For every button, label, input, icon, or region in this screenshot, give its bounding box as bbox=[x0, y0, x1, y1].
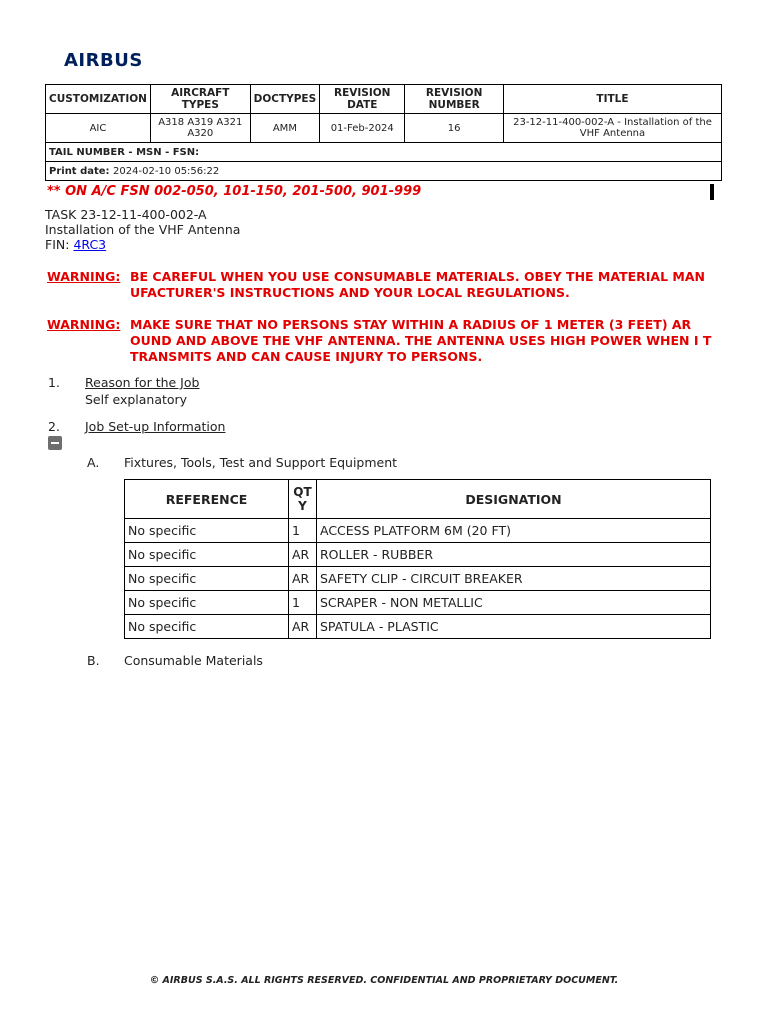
cell-reference: No specific bbox=[125, 591, 289, 615]
cell-reference: No specific bbox=[125, 519, 289, 543]
cell-designation: SPATULA - PLASTIC bbox=[317, 615, 711, 639]
value-customization: AIC bbox=[46, 114, 151, 143]
table-row bbox=[125, 615, 711, 639]
task-number: TASK 23-12-11-400-002-A bbox=[45, 207, 207, 222]
value-aircraft-types: A318 A319 A321 A320 bbox=[150, 114, 250, 143]
print-date-label: Print date: bbox=[49, 165, 110, 177]
equipment-table bbox=[124, 479, 711, 639]
print-date-value: 2024-02-10 05:56:22 bbox=[113, 165, 220, 177]
collapse-toggle-icon[interactable] bbox=[48, 436, 62, 450]
section-letter: A. bbox=[87, 455, 100, 470]
header-doctypes: DOCTYPES bbox=[250, 85, 320, 114]
section-letter: B. bbox=[87, 653, 100, 668]
cell-designation: ROLLER - RUBBER bbox=[317, 543, 711, 567]
warning-label: WARNING: bbox=[47, 269, 121, 284]
print-date-row bbox=[46, 162, 722, 181]
tail-number-row: TAIL NUMBER - MSN - FSN: bbox=[46, 143, 722, 162]
document-header-table bbox=[45, 84, 722, 181]
copyright-footer: © AIRBUS S.A.S. ALL RIGHTS RESERVED. CONFIDENTIAL AND PROPRIETARY DOCUMENT. bbox=[149, 975, 619, 986]
warning-radiation bbox=[47, 317, 717, 365]
section-title: Fixtures, Tools, Test and Support Equipment bbox=[124, 455, 398, 470]
value-revision-number: 16 bbox=[405, 114, 504, 143]
applicability-note: ** ON A/C FSN 002-050, 101-150, 201-500, 901-999 bbox=[47, 184, 422, 199]
step-title: Job Set-up Information bbox=[85, 419, 226, 434]
cell-qty: AR bbox=[289, 543, 317, 567]
task-block bbox=[45, 207, 240, 252]
cell-qty: 1 bbox=[289, 519, 317, 543]
fin-line bbox=[45, 237, 240, 252]
fin-link[interactable]: 4RC3 bbox=[73, 237, 107, 252]
cell-designation: SCRAPER - NON METALLIC bbox=[317, 591, 711, 615]
cell-qty: AR bbox=[289, 567, 317, 591]
warning-text: BE CAREFUL WHEN YOU USE CONSUMABLE MATERIALS. OBEY THE MATERIAL MAN UFACTURER'S INSTRUCTIONS AND YOUR LOCAL REGULATIONS. bbox=[130, 269, 705, 300]
warning-consumables bbox=[47, 269, 717, 301]
col-designation: DESIGNATION bbox=[317, 480, 711, 519]
header-aircraft-types: AIRCRAFT TYPES bbox=[150, 85, 250, 114]
value-doctypes: AMM bbox=[250, 114, 320, 143]
cell-designation: SAFETY CLIP - CIRCUIT BREAKER bbox=[317, 567, 711, 591]
revision-bar bbox=[710, 184, 714, 200]
header-title: TITLE bbox=[503, 85, 721, 114]
table-row bbox=[125, 567, 711, 591]
cell-qty: 1 bbox=[289, 591, 317, 615]
cell-reference: No specific bbox=[125, 543, 289, 567]
step-title: Reason for the Job bbox=[85, 375, 200, 390]
step-number: 2. bbox=[48, 419, 60, 434]
cell-reference: No specific bbox=[125, 615, 289, 639]
cell-designation: ACCESS PLATFORM 6M (20 FT) bbox=[317, 519, 711, 543]
warning-text: MAKE SURE THAT NO PERSONS STAY WITHIN A RADIUS OF 1 METER (3 FEET) AR OUND AND ABOVE THE VHF ANTENNA. THE ANTENNA USES HIGH POWER WHEN I T TRANSMITS AND CAN CAUSE INJURY TO PERSONS. bbox=[130, 317, 712, 364]
task-title: Installation of the VHF Antenna bbox=[45, 222, 241, 237]
cell-reference: No specific bbox=[125, 567, 289, 591]
table-row bbox=[125, 591, 711, 615]
cell-qty: AR bbox=[289, 615, 317, 639]
value-title: 23-12-11-400-002-A - Installation of the VHF Antenna bbox=[503, 114, 721, 143]
airbus-logo: AIRBUS bbox=[64, 50, 143, 71]
table-row bbox=[125, 543, 711, 567]
header-revision-number: REVISION NUMBER bbox=[405, 85, 504, 114]
warning-label: WARNING: bbox=[47, 317, 121, 332]
table-row bbox=[125, 519, 711, 543]
header-customization: CUSTOMIZATION bbox=[46, 85, 151, 114]
col-qty: QT Y bbox=[289, 480, 317, 519]
value-revision-date: 01-Feb-2024 bbox=[320, 114, 405, 143]
step-subtext: Self explanatory bbox=[85, 392, 188, 407]
header-revision-date: REVISION DATE bbox=[320, 85, 405, 114]
fin-label: FIN: bbox=[45, 237, 70, 252]
section-title: Consumable Materials bbox=[124, 653, 263, 668]
step-number: 1. bbox=[48, 375, 60, 390]
col-reference: REFERENCE bbox=[125, 480, 289, 519]
